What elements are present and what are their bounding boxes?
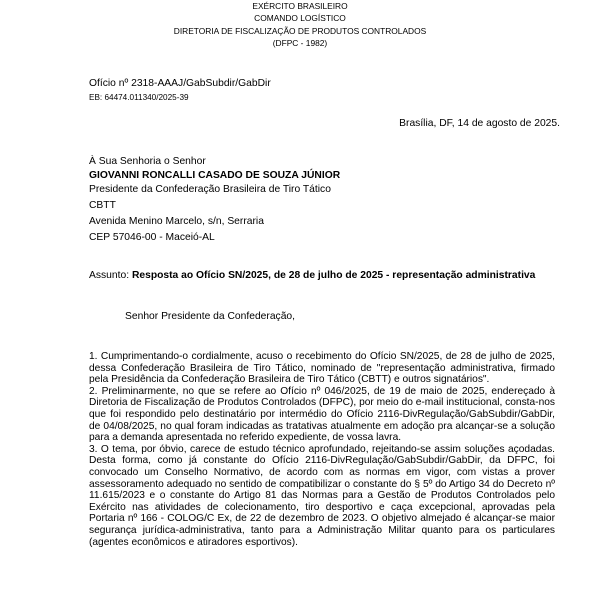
addressee-salutation: À Sua Senhoria o Senhor	[89, 156, 206, 167]
addressee-address: Avenida Menino Marcelo, s/n, Serraria	[89, 216, 264, 227]
addressee-cep: CEP 57046-00 - Maceió-AL	[89, 232, 215, 243]
subject-line	[89, 270, 535, 281]
greeting: Senhor Presidente da Confederação,	[125, 311, 296, 322]
header-line-directorate: DIRETORIA DE FISCALIZAÇÃO DE PRODUTOS CONTROLADOS	[173, 25, 427, 36]
subject-text: Resposta ao Ofício SN/2025, de 28 de julho de 2025 - representação administrativa	[131, 270, 536, 281]
header-line-army: EXÉRCITO BRASILEIRO	[252, 1, 348, 11]
subject-label: Assunto:	[89, 270, 132, 281]
addressee-name: GIOVANNI RONCALLI CASADO DE SOUZA JÚNIOR	[89, 170, 341, 181]
header-line-command: COMANDO LOGÍSTICO	[254, 13, 346, 24]
addressee-title: Presidente da Confederação Brasileira de Tiro Tático	[89, 184, 331, 195]
paragraph-3: 3. O tema, por óbvio, carece de estudo técnico aprofundado, rejeitando-se assim soluções açodadas. Desta forma, como já constante do Ofício 2116-DivRegulação/GabSubdir/GabDir, da DFPC, foi convocado um Conselho Normativo, de acordo com as normas em vigor, com vistas a prover assessoramento adequado no sentido de compatibilizar o constante do § 5º do Artigo 34 do Decreto nº 11.615/2023 e o constante do Artigo 81 das Normas para a Gestão de Produtos Controlados pelo Exército nas atividades de colecionamento, tiro desportivo e caça excepcional, aprovadas pela Portaria nº 166 - COLOG/C Ex, de 22 de dezembro de 2023. O objetivo almejado é alcançar-se maior segurança jurídica-administrativa, tanto para a Administração Militar quanto para os particulares (agentes econômicos e atiradores esportivos).	[89, 443, 555, 548]
body-paragraphs	[89, 351, 555, 548]
paragraph-2: 2. Preliminarmente, no que se refere ao Ofício nº 046/2025, de 19 de maio de 2025, endereçado à Diretoria de Fiscalização de Produtos Controlados (DFPC), por meio do e-mail institucional, consta-nos que foi respondido pelo destinatário por intermédio do Ofício 2116-DivRegulação/GabSubdir/GabDir, de 04/08/2025, no qual foram indicadas as tratativas atualmente em adoção pra alcançar-se a solução para a demanda apresentada no referido expediente, de vossa lavra.	[89, 385, 555, 444]
eb-number: EB: 64474.011340/2025-39	[89, 93, 189, 102]
oficio-number: Ofício nº 2318-AAAJ/GabSubdir/GabDir	[89, 78, 271, 89]
paragraph-1: 1. Cumprimentando-o cordialmente, acuso o recebimento do Ofício SN/2025, de 28 de julho de 2025, dessa Confederação Brasileira de Tiro Tático, nominado de "representação administrativa, firmado pela Presidência da Confederação Brasileira de Tiro Tático (CBTT) e outros signatários".	[89, 351, 555, 386]
date-line: Brasília, DF, 14 de agosto de 2025.	[399, 118, 560, 129]
letterhead	[0, 0, 600, 50]
header-line-acronym: (DFPC - 1982)	[272, 38, 328, 49]
addressee-org: CBTT	[89, 200, 116, 211]
